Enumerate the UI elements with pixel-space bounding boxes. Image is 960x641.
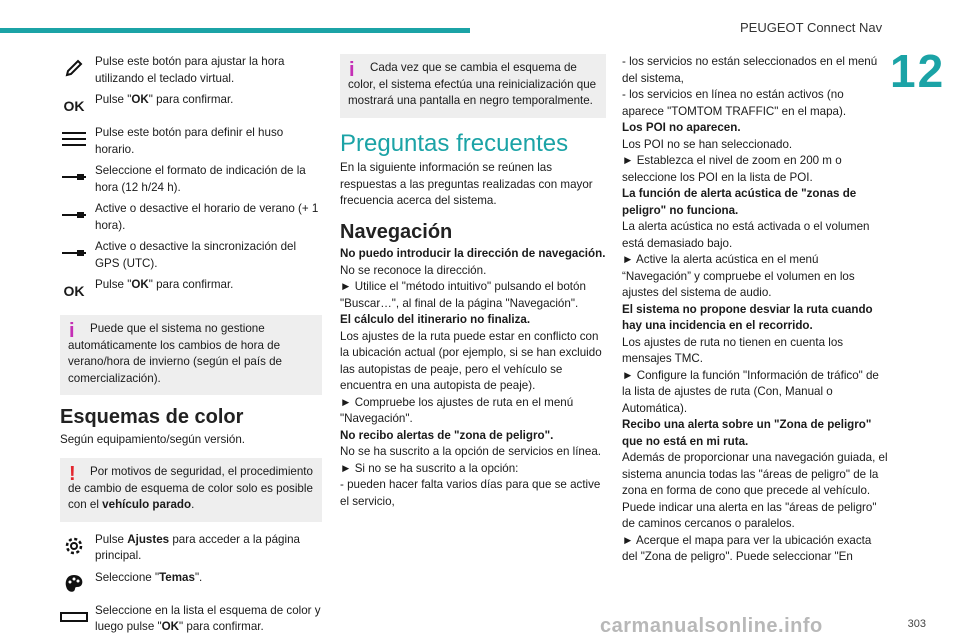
question: La función de alerta acústica de "zonas de peligro" no funciona. [622,187,857,217]
step-row [60,239,322,272]
step-text: Pulse "OK" para confirmar. [95,278,234,291]
step-text: Active o desactive la sincronización del GPS (UTC). [95,240,297,270]
question: Los POI no aparecen. [622,121,741,134]
chapter-number: 12 [890,45,946,97]
warning-icon: ! [69,463,76,485]
top-accent-bar [0,28,470,33]
gear-icon [60,532,88,560]
answer: ► Establezca el nivel de zoom en 200 m o seleccione los POI en la lista de POI. [622,154,842,184]
toggle-icon [60,201,88,229]
toggle-icon [60,163,88,191]
step-text: Active o desactive el horario de verano (+ 1 hora). [95,202,319,232]
step-text: Pulse Ajustes para acceder a la página principal. [95,532,300,562]
toggle-icon [60,239,88,267]
step-row [60,54,322,87]
page-number: 303 [907,618,926,630]
info-note: i Puede que el sistema no gestione automáticamente los cambios de hora de verano/hora de invierno (según el país de comercialización). [60,315,322,395]
step-row [60,125,322,158]
answer: ► Utilice el "método intuitivo" pulsando el botón "Buscar…", al final de la página "Navegación". [340,280,586,310]
answer: - los servicios no están seleccionados en el menú del sistema, [622,55,878,85]
answer: No se ha suscrito a la opción de servicios en línea. [340,445,602,458]
question: Recibo una alerta sobre un "Zona de peligro" que no está en mi ruta. [622,418,872,448]
answer: ► Compruebe los ajustes de ruta en el menú "Navegación". [340,395,574,425]
answer: Los ajustes de ruta no tienen en cuenta los mensajes TMC. [622,335,844,365]
step-row [60,163,322,196]
step-row [60,532,322,565]
warning-note: ! Por motivos de seguridad, el procedimiento de cambio de esquema de color solo es posible con el vehículo parado. [60,458,322,522]
step-text: Seleccione el formato de indicación de la hora (12 h/24 h). [95,164,306,194]
question: No recibo alertas de "zona de peligro". [340,428,554,442]
faq-intro: En la siguiente información se reúnen las respuestas a las preguntas realizadas con mayor frecuencia acerca del sistema. [340,161,593,207]
answer: No se reconoce la dirección. [340,263,487,277]
menu-icon [60,125,88,153]
header-title: PEUGEOT Connect Nav [740,20,883,35]
step-row [60,277,322,305]
answer: ► Acerque el mapa para ver la ubicación exacta del "Zona de peligro". Puede seleccionar "En [622,533,872,563]
column-1 [60,54,322,641]
step-row [60,92,322,120]
answer: Además de proporcionar una navegación guiada, el sistema anuncia todas las "áreas de peligro" de la zona en forma de cono que precede al vehículo. Puede indicar una alerta en las "áreas de peligro" de caminos cercanos o paralelos. [622,451,888,530]
question: No puedo introducir la dirección de navegación. [340,247,606,260]
scheme-icon [60,603,88,631]
step-row [60,201,322,234]
answer: ► Active la alerta acústica en el menú “Navegación” y compruebe el volumen en los ajustes del sistema de audio. [622,253,855,299]
step-text: Pulse "OK" para confirmar. [95,93,234,106]
section-intro: Según equipamiento/según versión. [60,432,245,446]
question: El sistema no propone desviar la ruta cuando hay una incidencia en el recorrido. [622,302,873,332]
step-text: Pulse este botón para definir el huso horario. [95,126,284,156]
answer: - los servicios en línea no están activos (no aparece "TOMTOM TRAFFIC" en el mapa). [622,88,847,118]
info-icon: i [349,59,355,81]
step-text: Seleccione en la lista el esquema de color y luego pulse "OK" para confirmar. [95,603,321,633]
column-2 [340,54,606,510]
ok-icon: OK [63,97,85,114]
answer: La alerta acústica no está activada o el volumen está demasiado bajo. [622,220,870,250]
pencil-icon [60,54,88,82]
question: El cálculo del itinerario no finaliza. [340,313,531,326]
answer: Los ajustes de la ruta puede estar en conflicto con la ubicación actual (por ejemplo, si se han excluido las autopistas de peaje, pero el vehículo se encuentra en una autopista de peaje). [340,329,602,392]
navigation-heading: Navegación [340,220,453,243]
section-heading: Esquemas de color [60,406,244,428]
step-text: Pulse este botón para ajustar la hora utilizando el teclado virtual. [95,55,285,85]
answer: ► Configure la función "Información de tráfico" de la lista de ajustes de ruta (Con, Manual o Automática). [622,368,879,415]
faq-heading: Preguntas frecuentes [340,129,569,157]
answer: Los POI no se han seleccionado. [622,137,793,151]
info-icon: i [69,320,75,342]
info-note: i Cada vez que se cambia el esquema de color, el sistema efectúa una reinicialización que mostrará una pantalla en negro temporalmente. [340,54,606,118]
ok-icon: OK [63,282,85,299]
step-text: Seleccione "Temas". [95,570,203,584]
step-row [60,570,322,598]
watermark: carmanualsonline.info [600,615,823,637]
palette-icon [60,570,88,598]
column-3 [622,54,888,566]
answer: ► Si no se ha suscrito a la opción: [340,461,519,475]
step-row [60,603,322,636]
answer: - pueden hacer falta varios días para que se active el servicio, [340,478,601,508]
